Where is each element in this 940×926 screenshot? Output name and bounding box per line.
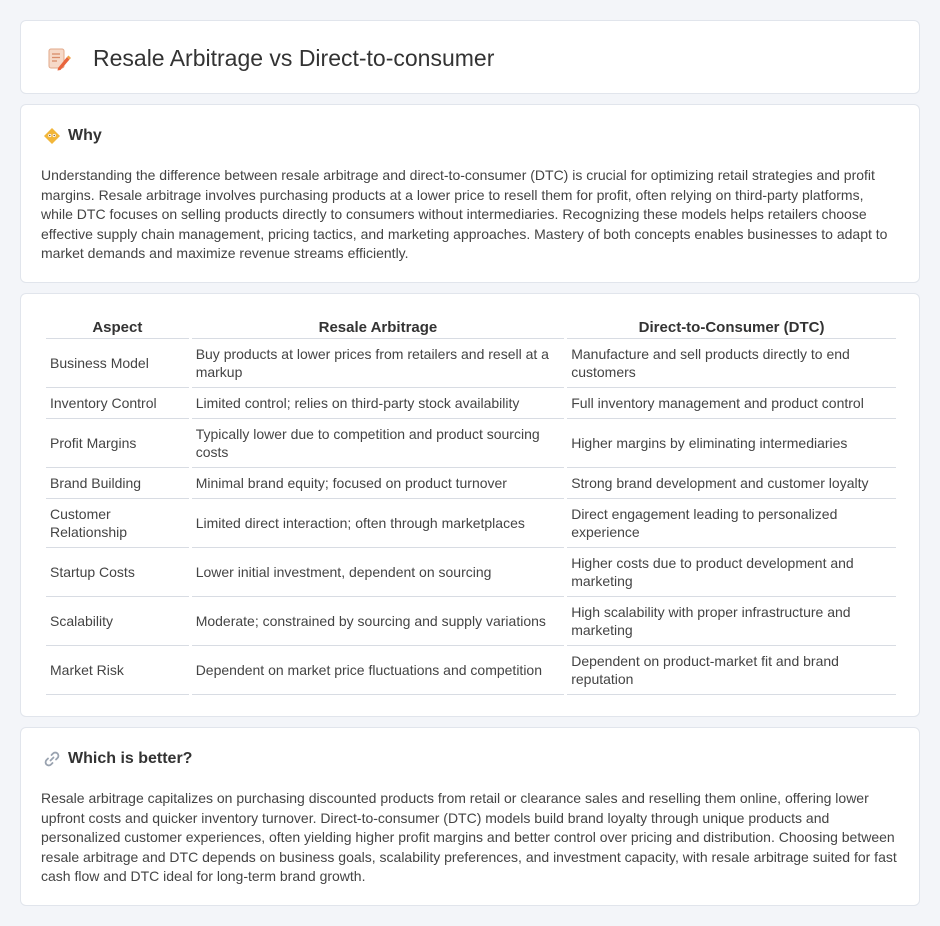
why-text: Understanding the difference between resale arbitrage and direct-to-consumer (DTC) is crucial for optimizing retail strategies and profit margins. Resale arbitrage involves purchasing products at a lower price to resell them for profit, often relying on third-party platforms, while DTC focuses on selling products directly to consumers without intermediaries. Recognizing these models helps retailers choose effective supply chain management, pricing tactics, and marketing approaches. Mastery of both concepts enables businesses to adapt to market demands and maximize revenue streams efficiently.: [41, 167, 888, 261]
cell-aspect: Brand Building: [46, 468, 189, 499]
cell-aspect: Inventory Control: [46, 388, 189, 419]
cell-resale: Minimal brand equity; focused on product turnover: [192, 468, 565, 499]
table-row: [46, 468, 896, 499]
table-row: [46, 548, 896, 597]
title-card: [20, 20, 920, 94]
header-aspect: Aspect: [46, 316, 189, 339]
better-text: Resale arbitrage capitalizes on purchasing discounted products from retail or clearance sales and reselling them online, offering lower upfront costs and quicker inventory turnover. Direct-to-consumer (DTC) models build brand loyalty through unique products and personalized customer experiences, often yielding higher profit margins and better control over pricing and distribution. Choosing between resale arbitrage and DTC depends on business goals, scalability preferences, and investment capacity, with resale arbitrage suited for fast cash flow and DTC ideal for long-term brand growth.: [41, 790, 897, 884]
table-row: [46, 339, 896, 388]
cell-dtc: High scalability with proper infrastructure and marketing: [567, 597, 896, 646]
cell-dtc: Manufacture and sell products directly to end customers: [567, 339, 896, 388]
cell-aspect: Profit Margins: [46, 419, 189, 468]
cell-aspect: Scalability: [46, 597, 189, 646]
cell-resale: Limited direct interaction; often through marketplaces: [192, 499, 565, 548]
cell-resale: Limited control; relies on third-party stock availability: [192, 388, 565, 419]
cell-aspect: Market Risk: [46, 646, 189, 695]
why-title: Why: [68, 127, 102, 144]
table-row: [46, 597, 896, 646]
why-card: [20, 104, 920, 283]
cell-resale: Dependent on market price fluctuations and competition: [192, 646, 565, 695]
title-row: [45, 45, 494, 72]
table-row: [46, 419, 896, 468]
cell-dtc: Dependent on product-market fit and brand reputation: [567, 646, 896, 695]
cell-dtc: Higher costs due to product development and marketing: [567, 548, 896, 597]
table-header-row: [46, 316, 896, 339]
table-row: [46, 646, 896, 695]
table-row: [46, 388, 896, 419]
cell-aspect: Startup Costs: [46, 548, 189, 597]
better-heading: [43, 750, 192, 768]
header-dtc: Direct-to-Consumer (DTC): [567, 316, 896, 339]
cell-aspect: Business Model: [46, 339, 189, 388]
header-resale: Resale Arbitrage: [192, 316, 565, 339]
better-title: Which is better?: [68, 750, 193, 767]
link-icon: [43, 750, 61, 768]
pencil-paper-icon: [45, 46, 71, 72]
comparison-table: [43, 316, 899, 695]
cell-dtc: Full inventory management and product control: [567, 388, 896, 419]
table-row: [46, 499, 896, 548]
why-heading: [43, 127, 102, 145]
cell-dtc: Strong brand development and customer loyalty: [567, 468, 896, 499]
cell-resale: Buy products at lower prices from retailers and resell at a markup: [192, 339, 565, 388]
cell-resale: Typically lower due to competition and product sourcing costs: [192, 419, 565, 468]
comparison-card: [20, 293, 920, 717]
sparkle-shield-icon: [43, 127, 61, 145]
page-title: Resale Arbitrage vs Direct-to-consumer: [93, 45, 495, 71]
better-card: [20, 727, 920, 906]
cell-aspect: Customer Relationship: [46, 499, 189, 548]
cell-resale: Lower initial investment, dependent on sourcing: [192, 548, 565, 597]
cell-resale: Moderate; constrained by sourcing and supply variations: [192, 597, 565, 646]
cell-dtc: Higher margins by eliminating intermediaries: [567, 419, 896, 468]
cell-dtc: Direct engagement leading to personalized experience: [567, 499, 896, 548]
